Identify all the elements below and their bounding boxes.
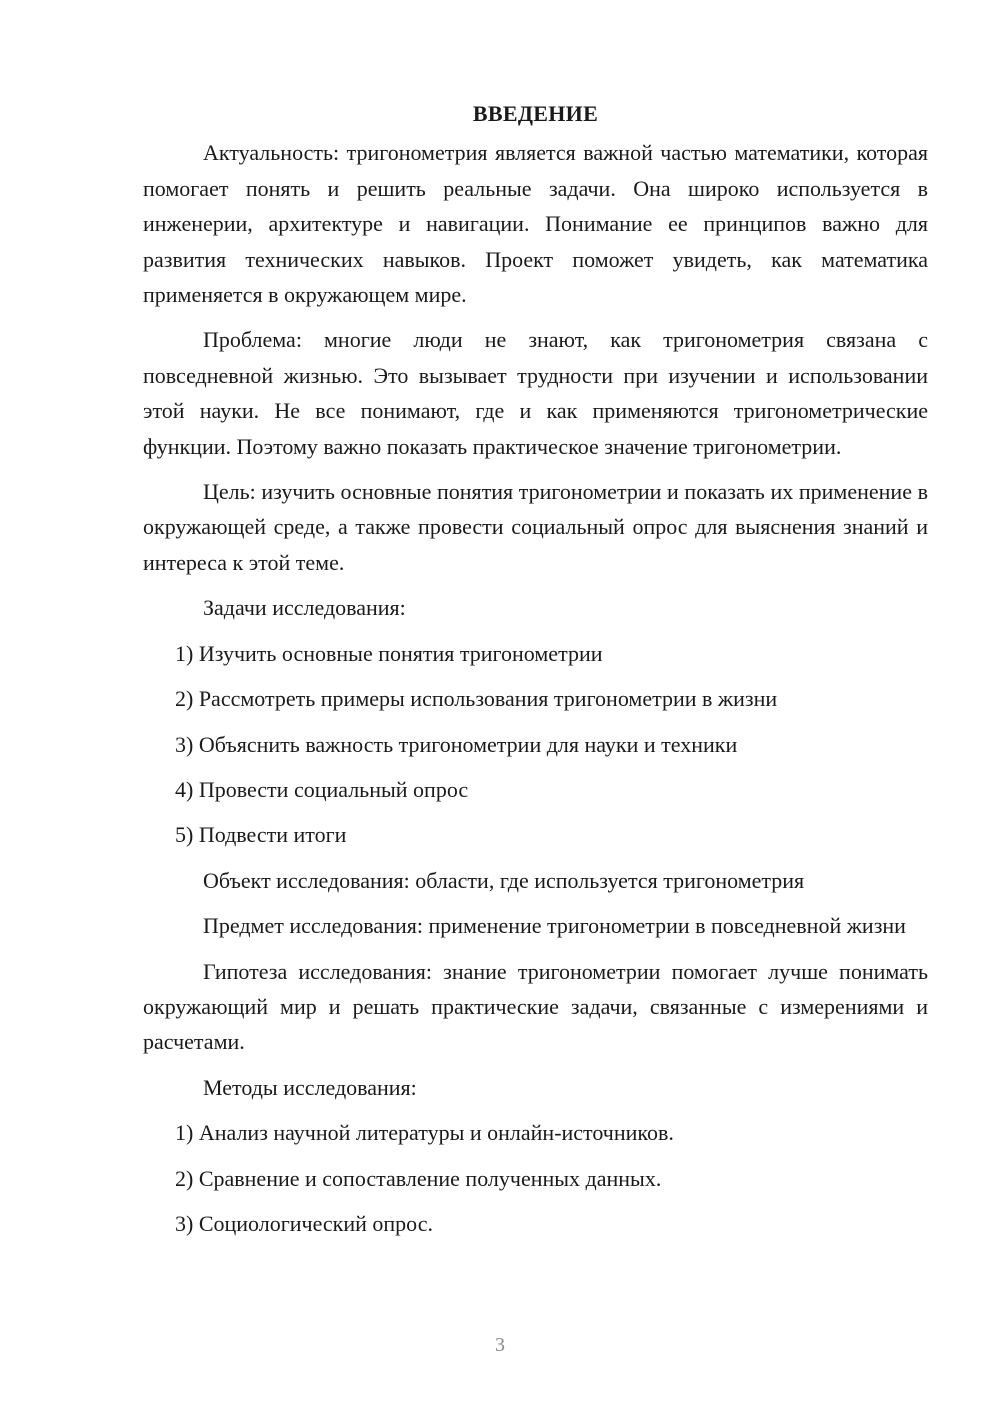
list-item: 3) Объяснить важность тригонометрии для науки и техники — [175, 731, 738, 757]
list-item: 1) Анализ научной литературы и онлайн-источников. — [175, 1120, 674, 1146]
page-title: ВВЕДЕНИЕ — [472, 101, 599, 126]
page-number: 3 — [495, 1334, 505, 1356]
methods-list — [143, 1115, 928, 1241]
list-item: 2) Рассмотреть примеры использования тригонометрии в жизни — [175, 686, 778, 712]
list-item: 1) Изучить основные понятия тригонометрии — [175, 640, 603, 666]
methods-heading: Методы исследования: — [203, 1074, 417, 1100]
object-paragraph: Объект исследования: области, где используется тригонометрия — [203, 867, 805, 893]
document-page — [143, 96, 928, 1251]
list-item: 2) Сравнение и сопоставление полученных данных. — [175, 1165, 662, 1191]
problem-paragraph: Проблема: многие люди не знают, как тригонометрия связана с повседневной жизнью. Это вызывает трудности при изучении и использовании этой науки. Не все понимают, где и как применяются тригонометрические функции. Поэтому важно показать практическое значение тригонометрии. — [143, 327, 928, 459]
list-item: 5) Подвести итоги — [175, 822, 347, 848]
hypothesis-paragraph: Гипотеза исследования: знание тригонометрии помогает лучше понимать окружающий мир и решать практические задачи, связанные с измерениями и расчетами. — [143, 958, 928, 1055]
subject-paragraph: Предмет исследования: применение тригонометрии в повседневной жизни — [203, 913, 906, 939]
tasks-heading: Задачи исследования: — [203, 595, 406, 621]
tasks-list — [143, 636, 928, 853]
list-item: 3) Социологический опрос. — [175, 1210, 433, 1236]
list-item: 4) Провести социальный опрос — [175, 776, 469, 802]
goal-paragraph: Цель: изучить основные понятия тригонометрии и показать их применение в окружающей среде, а также провести социальный опрос для выяснения знаний и интереса к этой теме. — [143, 479, 928, 575]
relevance-paragraph: Актуальность: тригонометрия является важной частью математики, которая помогает понять и решить реальные задачи. Она широко используется в инженерии, архитектуре и навигации. Понимание ее принципов важно для развития технических навыков. Проект поможет увидеть, как математика применяется в окружающем мире. — [143, 140, 928, 308]
